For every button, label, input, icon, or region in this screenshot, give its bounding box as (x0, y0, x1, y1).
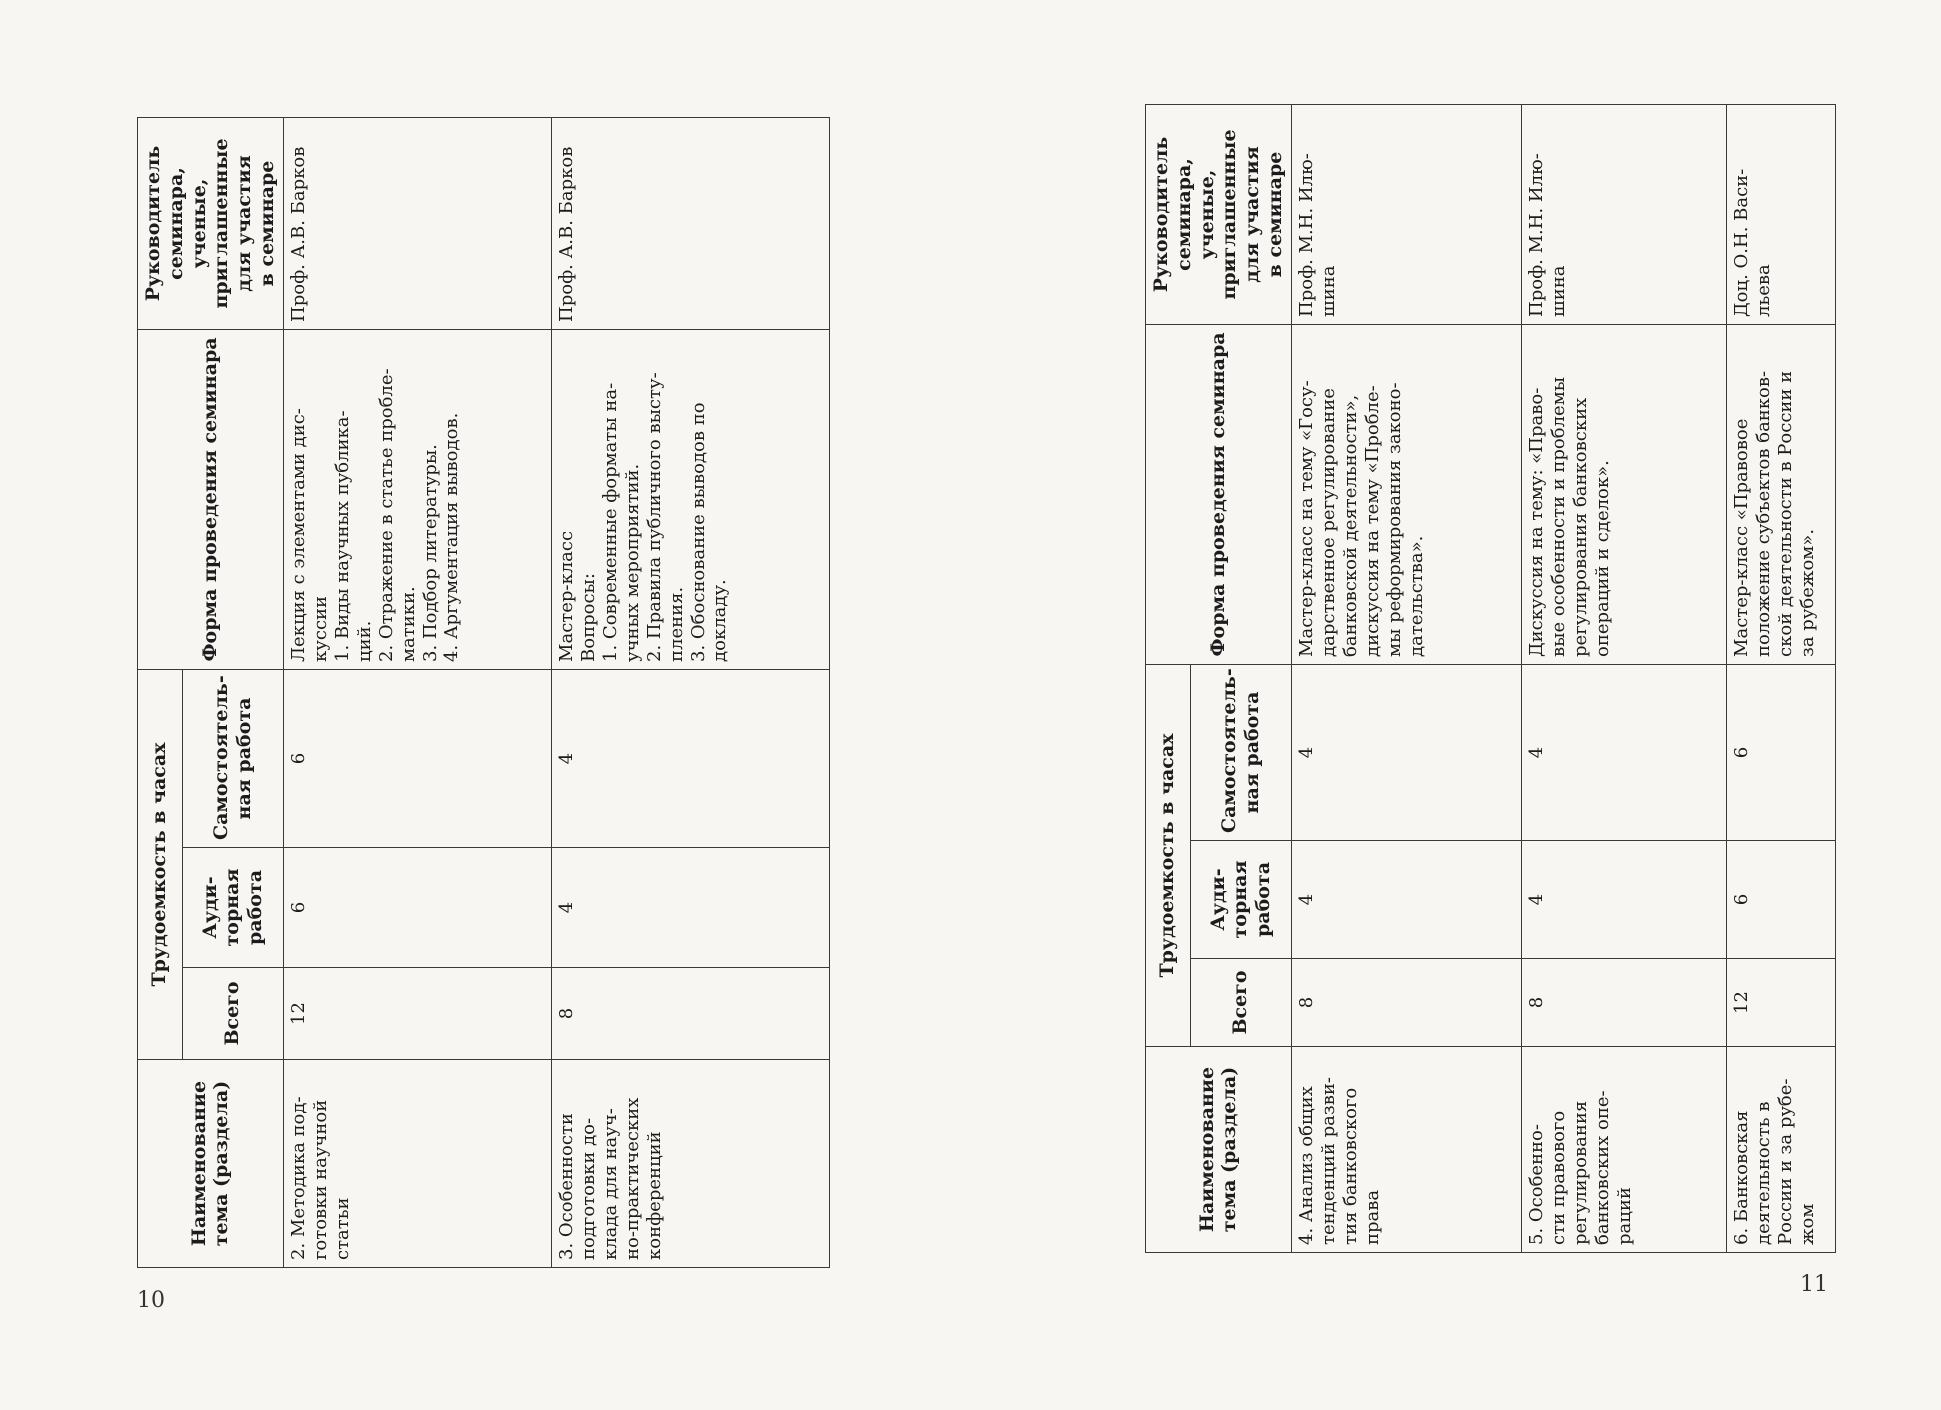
left-page (0, 0, 970, 1410)
col-header-total: Всего (182, 968, 283, 1060)
seminar-table-left (137, 118, 830, 1268)
cell-total: 8 (1521, 959, 1726, 1047)
col-header-labor: Трудоемкость в часах (138, 669, 183, 1059)
col-header-labor: Трудоемкость в часах (1146, 664, 1191, 1046)
cell-aud: 4 (1521, 841, 1726, 959)
header-row-1 (1146, 104, 1191, 1252)
table-row (1521, 104, 1726, 1252)
cell-self: 4 (551, 669, 829, 847)
cell-leader: Доц. О.Н. Васи- льева (1726, 104, 1835, 324)
col-header-form: Форма проведения семинара (138, 329, 284, 669)
cell-form: Дискуссия на тему: «Право- вые особенности и проблемы регулирования банковских операций и сделок». (1521, 324, 1726, 664)
cell-name: 3. Особенности подготовки до- клада для науч- но-практических конференций (551, 1060, 829, 1268)
cell-leader: Проф. А.В. Барков (283, 117, 551, 329)
col-header-leader: Руководитель семинара, ученые, приглашенные для участия в семинаре (1146, 104, 1292, 324)
col-header-form: Форма проведения семинара (1146, 324, 1292, 664)
cell-form: Лекция с элементами дис- куссии 1. Виды научных публика- ций. 2. Отражение в статье пробле- матики. 3. Подбор литературы. 4. Аргументация выводов. (283, 329, 551, 669)
col-header-name: Наименование тема (раздела) (1146, 1047, 1292, 1253)
cell-self: 4 (1291, 664, 1521, 840)
col-header-self: Самостоятель- ная работа (182, 669, 283, 847)
header-row-1 (138, 117, 183, 1267)
cell-form: Мастер-класс на тему «Госу- дарственное регулирование банковской деятельности», дискуссия на тему «Пробле- мы реформирования законо- дательства». (1291, 324, 1521, 664)
col-header-name: Наименование тема (раздела) (138, 1060, 284, 1268)
col-header-leader: Руководитель семинара, ученые, приглашенные для участия в семинаре (138, 117, 284, 329)
cell-aud: 4 (1291, 841, 1521, 959)
col-header-aud: Ауди- торная работа (182, 848, 283, 968)
cell-form: Мастер-класс «Правовое положение субъектов банков- ской деятельности в России и за рубежом». (1726, 324, 1835, 664)
cell-self: 6 (1726, 664, 1835, 840)
cell-name: 6. Банковская деятельность в России и за рубе- жом (1726, 1047, 1835, 1253)
table-row (551, 117, 829, 1267)
cell-total: 8 (1291, 959, 1521, 1047)
page-number: 11 (1800, 1272, 1828, 1297)
cell-self: 4 (1521, 664, 1726, 840)
col-header-total: Всего (1190, 959, 1291, 1047)
cell-leader: Проф. А.В. Барков (551, 117, 829, 329)
table-row (283, 117, 551, 1267)
cell-form: Мастер-класс Вопросы: 1. Современные форматы на- учных мероприятий. 2. Правила публичного высту- пления. 3. Обоснование выводов по докладу. (551, 329, 829, 669)
page-number: 10 (137, 1288, 165, 1313)
cell-total: 12 (1726, 959, 1835, 1047)
cell-total: 8 (551, 968, 829, 1060)
cell-name: 4. Анализ общих тенденций разви- тия банковского права (1291, 1047, 1521, 1253)
cell-aud: 6 (283, 848, 551, 968)
col-header-aud: Ауди- торная работа (1190, 841, 1291, 959)
col-header-self: Самостоятель- ная работа (1190, 664, 1291, 840)
cell-self: 6 (283, 669, 551, 847)
seminar-table (137, 117, 830, 1268)
seminar-table (1145, 104, 1836, 1253)
right-page (970, 0, 1941, 1410)
table-row (1291, 104, 1521, 1252)
cell-leader: Проф. М.Н. Илю- шина (1521, 104, 1726, 324)
cell-name: 5. Особенно- сти правового регулирования банковских опе- раций (1521, 1047, 1726, 1253)
cell-aud: 4 (551, 848, 829, 968)
cell-leader: Проф. М.Н. Илю- шина (1291, 104, 1521, 324)
cell-total: 12 (283, 968, 551, 1060)
cell-name: 2. Методика под- готовки научной статьи (283, 1060, 551, 1268)
table-row (1726, 104, 1835, 1252)
cell-aud: 6 (1726, 841, 1835, 959)
seminar-table-right (1145, 105, 1836, 1253)
